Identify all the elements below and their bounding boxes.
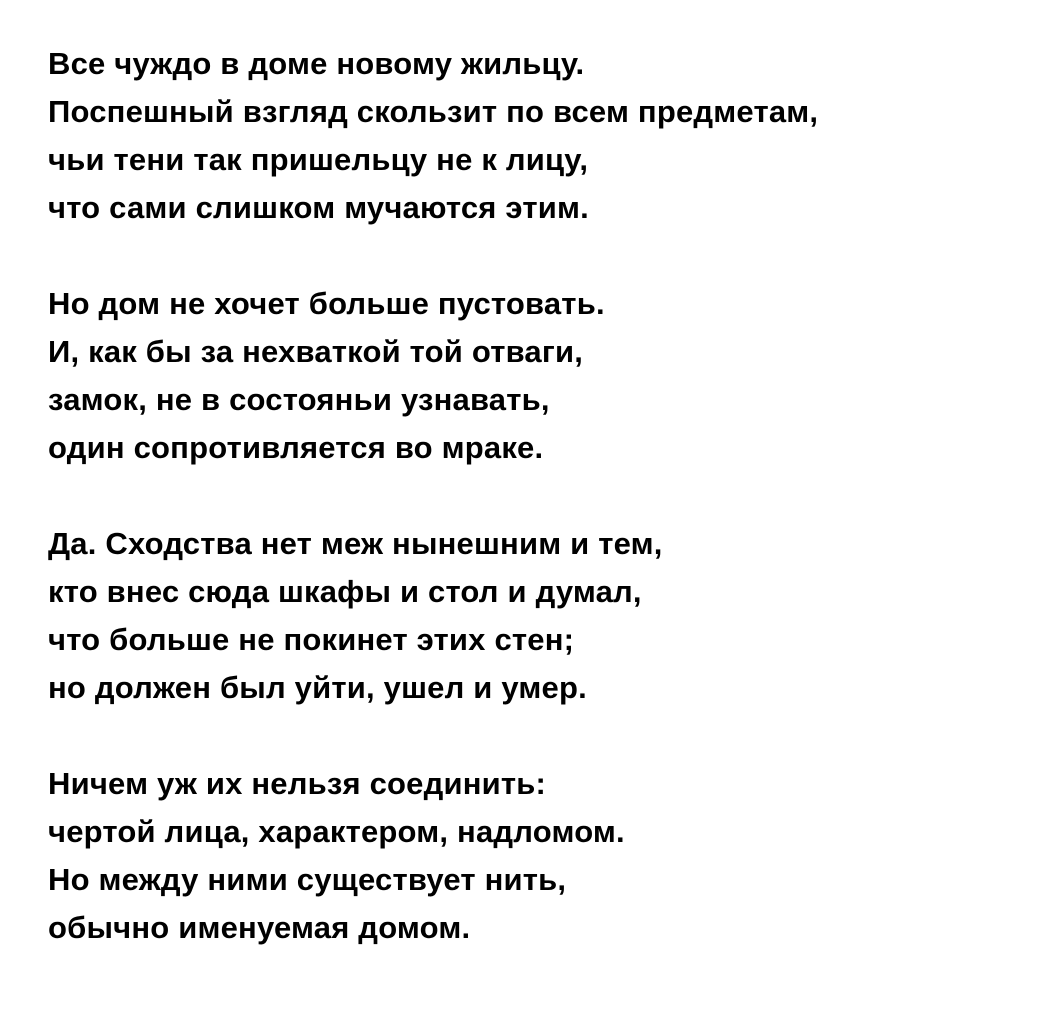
- poem-line: Все чуждо в доме новому жильцу.: [48, 46, 585, 81]
- poem-line: чьи тени так пришельцу не к лицу,: [48, 142, 589, 177]
- poem-line: Но дом не хочет больше пустовать.: [48, 286, 605, 321]
- poem-line: Но между ними существует нить,: [48, 862, 567, 897]
- poem-line: Ничем уж их нельзя соединить:: [48, 766, 547, 801]
- poem-line: но должен был уйти, ушел и умер.: [48, 670, 587, 705]
- poem-line: что больше не покинет этих стен;: [48, 622, 575, 657]
- poem-line: чертой лица, характером, надломом.: [48, 814, 625, 849]
- poem-line: обычно именуемая домом.: [48, 910, 471, 945]
- poem-line: И, как бы за нехваткой той отваги,: [48, 334, 584, 369]
- poem-stanza-1: [48, 40, 1039, 232]
- poem-stanza-3: [48, 520, 1039, 712]
- poem-line: Поспешный взгляд скользит по всем предметам,: [48, 94, 819, 129]
- poem-line: замок, не в состояньи узнавать,: [48, 382, 550, 417]
- poem-line: один сопротивляется во мраке.: [48, 430, 544, 465]
- poem-stanza-2: [48, 280, 1039, 472]
- poem-stanza-4: [48, 760, 1039, 952]
- poem-line: Да. Сходства нет меж нынешним и тем,: [48, 526, 663, 561]
- poem-line: кто внес сюда шкафы и стол и думал,: [48, 574, 642, 609]
- poem-line: что сами слишком мучаются этим.: [48, 190, 589, 225]
